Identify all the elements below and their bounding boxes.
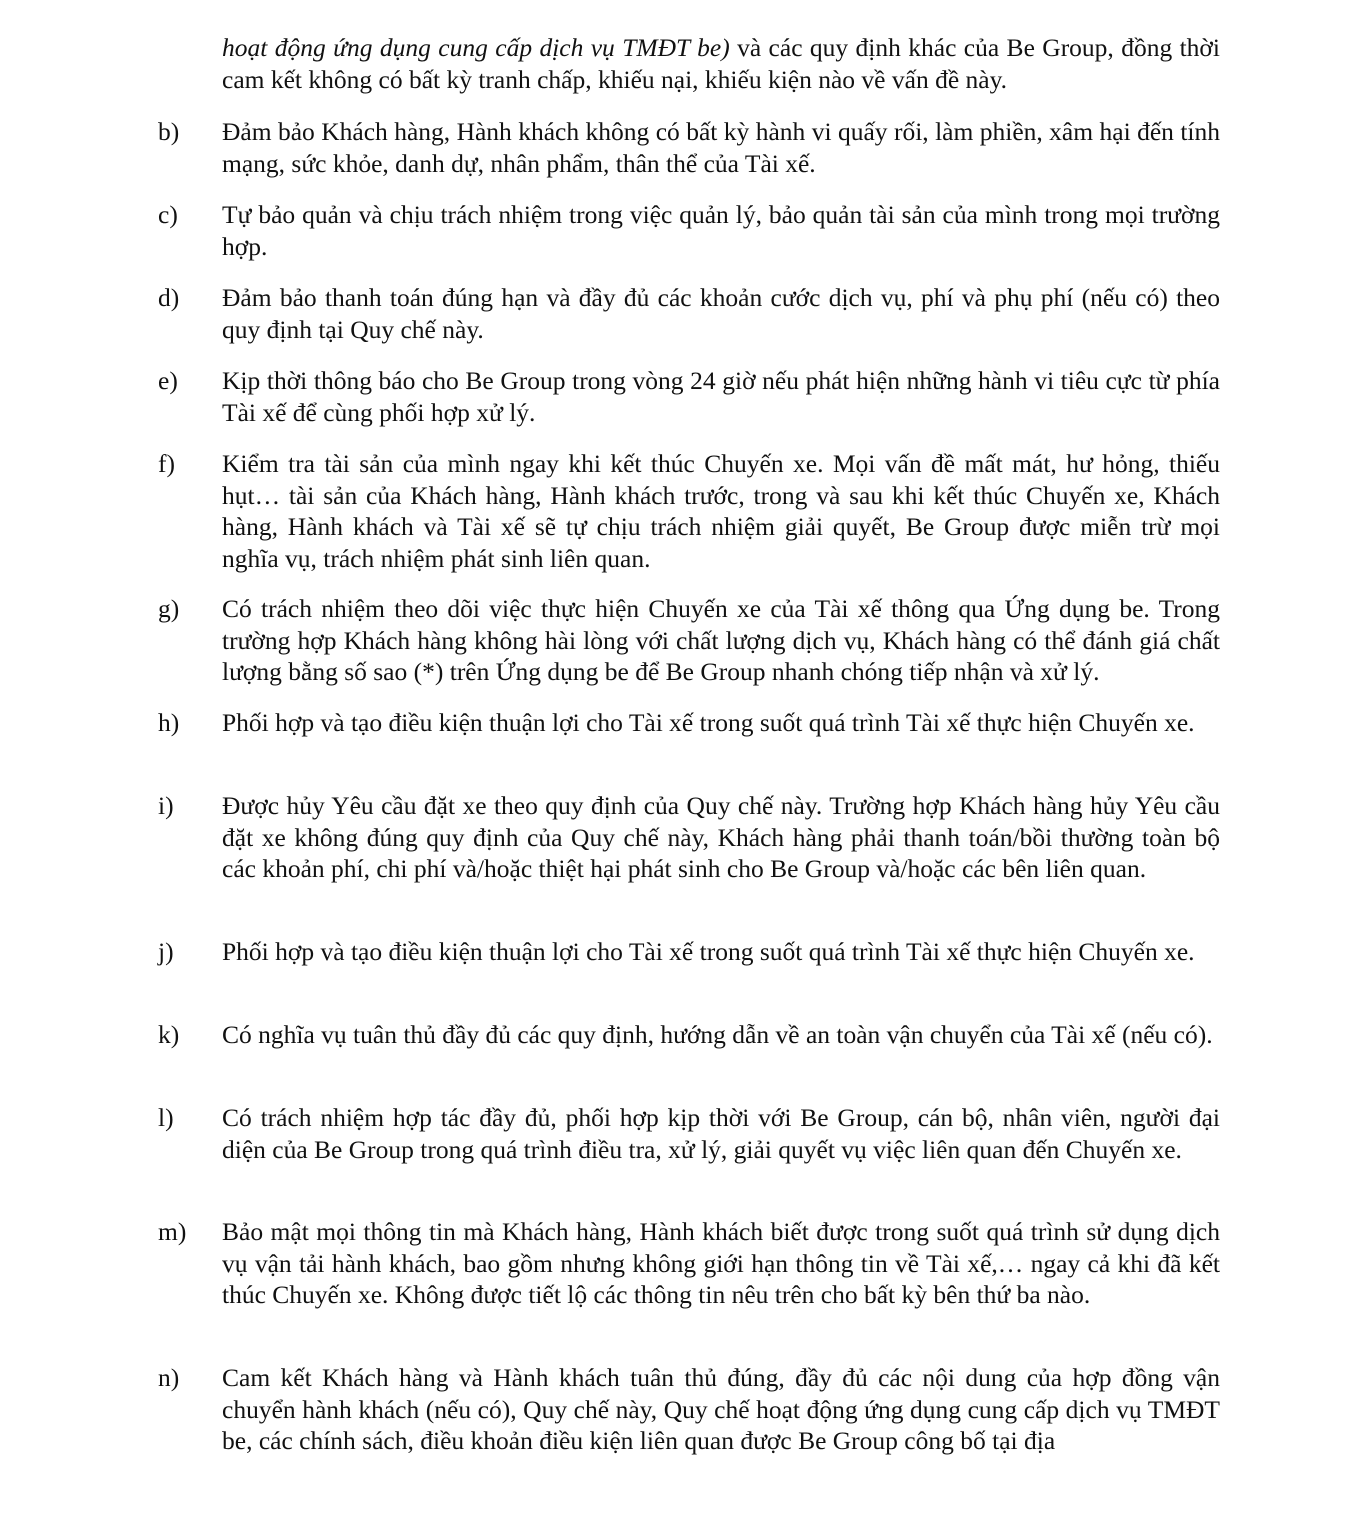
list-item-e <box>158 365 1220 428</box>
item-label: b) <box>158 117 180 146</box>
item-label: m) <box>158 1217 187 1246</box>
item-label: j) <box>158 937 174 966</box>
item-text: Phối hợp và tạo điều kiện thuận lợi cho Tài xế trong suốt quá trình Tài xế thực hiện Chuyến xe. <box>222 937 1195 966</box>
intro-text: và các quy định khác của Be Group, đồng thời cam kết không có bất kỳ tranh chấp, khiếu nại, khiếu kiện nào về vấn đề này. <box>222 33 1220 94</box>
list-item-n <box>158 1362 1220 1457</box>
item-label: g) <box>158 594 180 623</box>
list-item-k <box>158 1019 1220 1051</box>
item-text: Tự bảo quản và chịu trách nhiệm trong việc quản lý, bảo quản tài sản của mình trong mọi trường hợp. <box>222 200 1220 261</box>
list-item-b <box>158 116 1220 179</box>
list-item-g <box>158 593 1220 688</box>
list-item-m <box>158 1216 1220 1311</box>
item-label: d) <box>158 283 180 312</box>
list-item-c <box>158 199 1220 262</box>
item-label: h) <box>158 708 180 737</box>
item-label: n) <box>158 1363 180 1392</box>
item-text: Có nghĩa vụ tuân thủ đầy đủ các quy định, hướng dẫn về an toàn vận chuyển của Tài xế (nếu có). <box>222 1020 1213 1049</box>
item-label: c) <box>158 200 178 229</box>
intro-italic-text: hoạt động ứng dụng cung cấp dịch vụ TMĐT be) <box>222 33 730 62</box>
intro-paragraph <box>222 32 1220 95</box>
list-item-d <box>158 282 1220 345</box>
list-item-h <box>158 707 1220 739</box>
item-label: l) <box>158 1103 174 1132</box>
item-text: Đảm bảo Khách hàng, Hành khách không có bất kỳ hành vi quấy rối, làm phiền, xâm hại đến tính mạng, sức khỏe, danh dự, nhân phẩm, thân thể của Tài xế. <box>222 117 1220 178</box>
item-label: f) <box>158 449 175 478</box>
list-item-j <box>158 936 1220 968</box>
list-item-i <box>158 790 1220 885</box>
item-text: Phối hợp và tạo điều kiện thuận lợi cho Tài xế trong suốt quá trình Tài xế thực hiện Chuyến xe. <box>222 708 1195 737</box>
item-text: Kiểm tra tài sản của mình ngay khi kết thúc Chuyến xe. Mọi vấn đề mất mát, hư hỏng, thiếu hụt… tài sản của Khách hàng, Hành khách trước, trong và sau khi kết thúc Chuyến xe, Khách hàng, Hành khách và Tài xế sẽ tự chịu trách nhiệm giải quyết, Be Group được miễn trừ mọi nghĩa vụ, trách nhiệm phát sinh liên quan. <box>222 449 1220 573</box>
item-text: Có trách nhiệm theo dõi việc thực hiện Chuyến xe của Tài xế thông qua Ứng dụng be. Trong trường hợp Khách hàng không hài lòng với chất lượng dịch vụ, Khách hàng có thể đánh giá chất lượng bằng số sao (*) trên Ứng dụng be để Be Group nhanh chóng tiếp nhận và xử lý. <box>222 594 1220 686</box>
list-item-f <box>158 448 1220 574</box>
item-text: Cam kết Khách hàng và Hành khách tuân thủ đúng, đầy đủ các nội dung của hợp đồng vận chuyển hành khách (nếu có), Quy chế này, Quy chế hoạt động ứng dụng cung cấp dịch vụ TMĐT be, các chính sách, điều khoản điều kiện liên quan được Be Group công bố tại địa <box>222 1363 1220 1455</box>
list-item-l <box>158 1102 1220 1165</box>
item-label: e) <box>158 366 178 395</box>
item-label: k) <box>158 1020 180 1049</box>
item-text: Kịp thời thông báo cho Be Group trong vòng 24 giờ nếu phát hiện những hành vi tiêu cực từ phía Tài xế để cùng phối hợp xử lý. <box>222 366 1220 427</box>
item-text: Được hủy Yêu cầu đặt xe theo quy định của Quy chế này. Trường hợp Khách hàng hủy Yêu cầu đặt xe không đúng quy định của Quy chế này, Khách hàng phải thanh toán/bồi thường toàn bộ các khoản phí, chi phí và/hoặc thiệt hại phát sinh cho Be Group và/hoặc các bên liên quan. <box>222 791 1220 883</box>
item-text: Bảo mật mọi thông tin mà Khách hàng, Hành khách biết được trong suốt quá trình sử dụng dịch vụ vận tải hành khách, bao gồm nhưng không giới hạn thông tin về Tài xế,… ngay cả khi đã kết thúc Chuyến xe. Không được tiết lộ các thông tin nêu trên cho bất kỳ bên thứ ba nào. <box>222 1217 1220 1309</box>
item-label: i) <box>158 791 174 820</box>
item-text: Đảm bảo thanh toán đúng hạn và đầy đủ các khoản cước dịch vụ, phí và phụ phí (nếu có) theo quy định tại Quy chế này. <box>222 283 1220 344</box>
item-text: Có trách nhiệm hợp tác đầy đủ, phối hợp kịp thời với Be Group, cán bộ, nhân viên, người đại diện của Be Group trong quá trình điều tra, xử lý, giải quyết vụ việc liên quan đến Chuyến xe. <box>222 1103 1220 1164</box>
